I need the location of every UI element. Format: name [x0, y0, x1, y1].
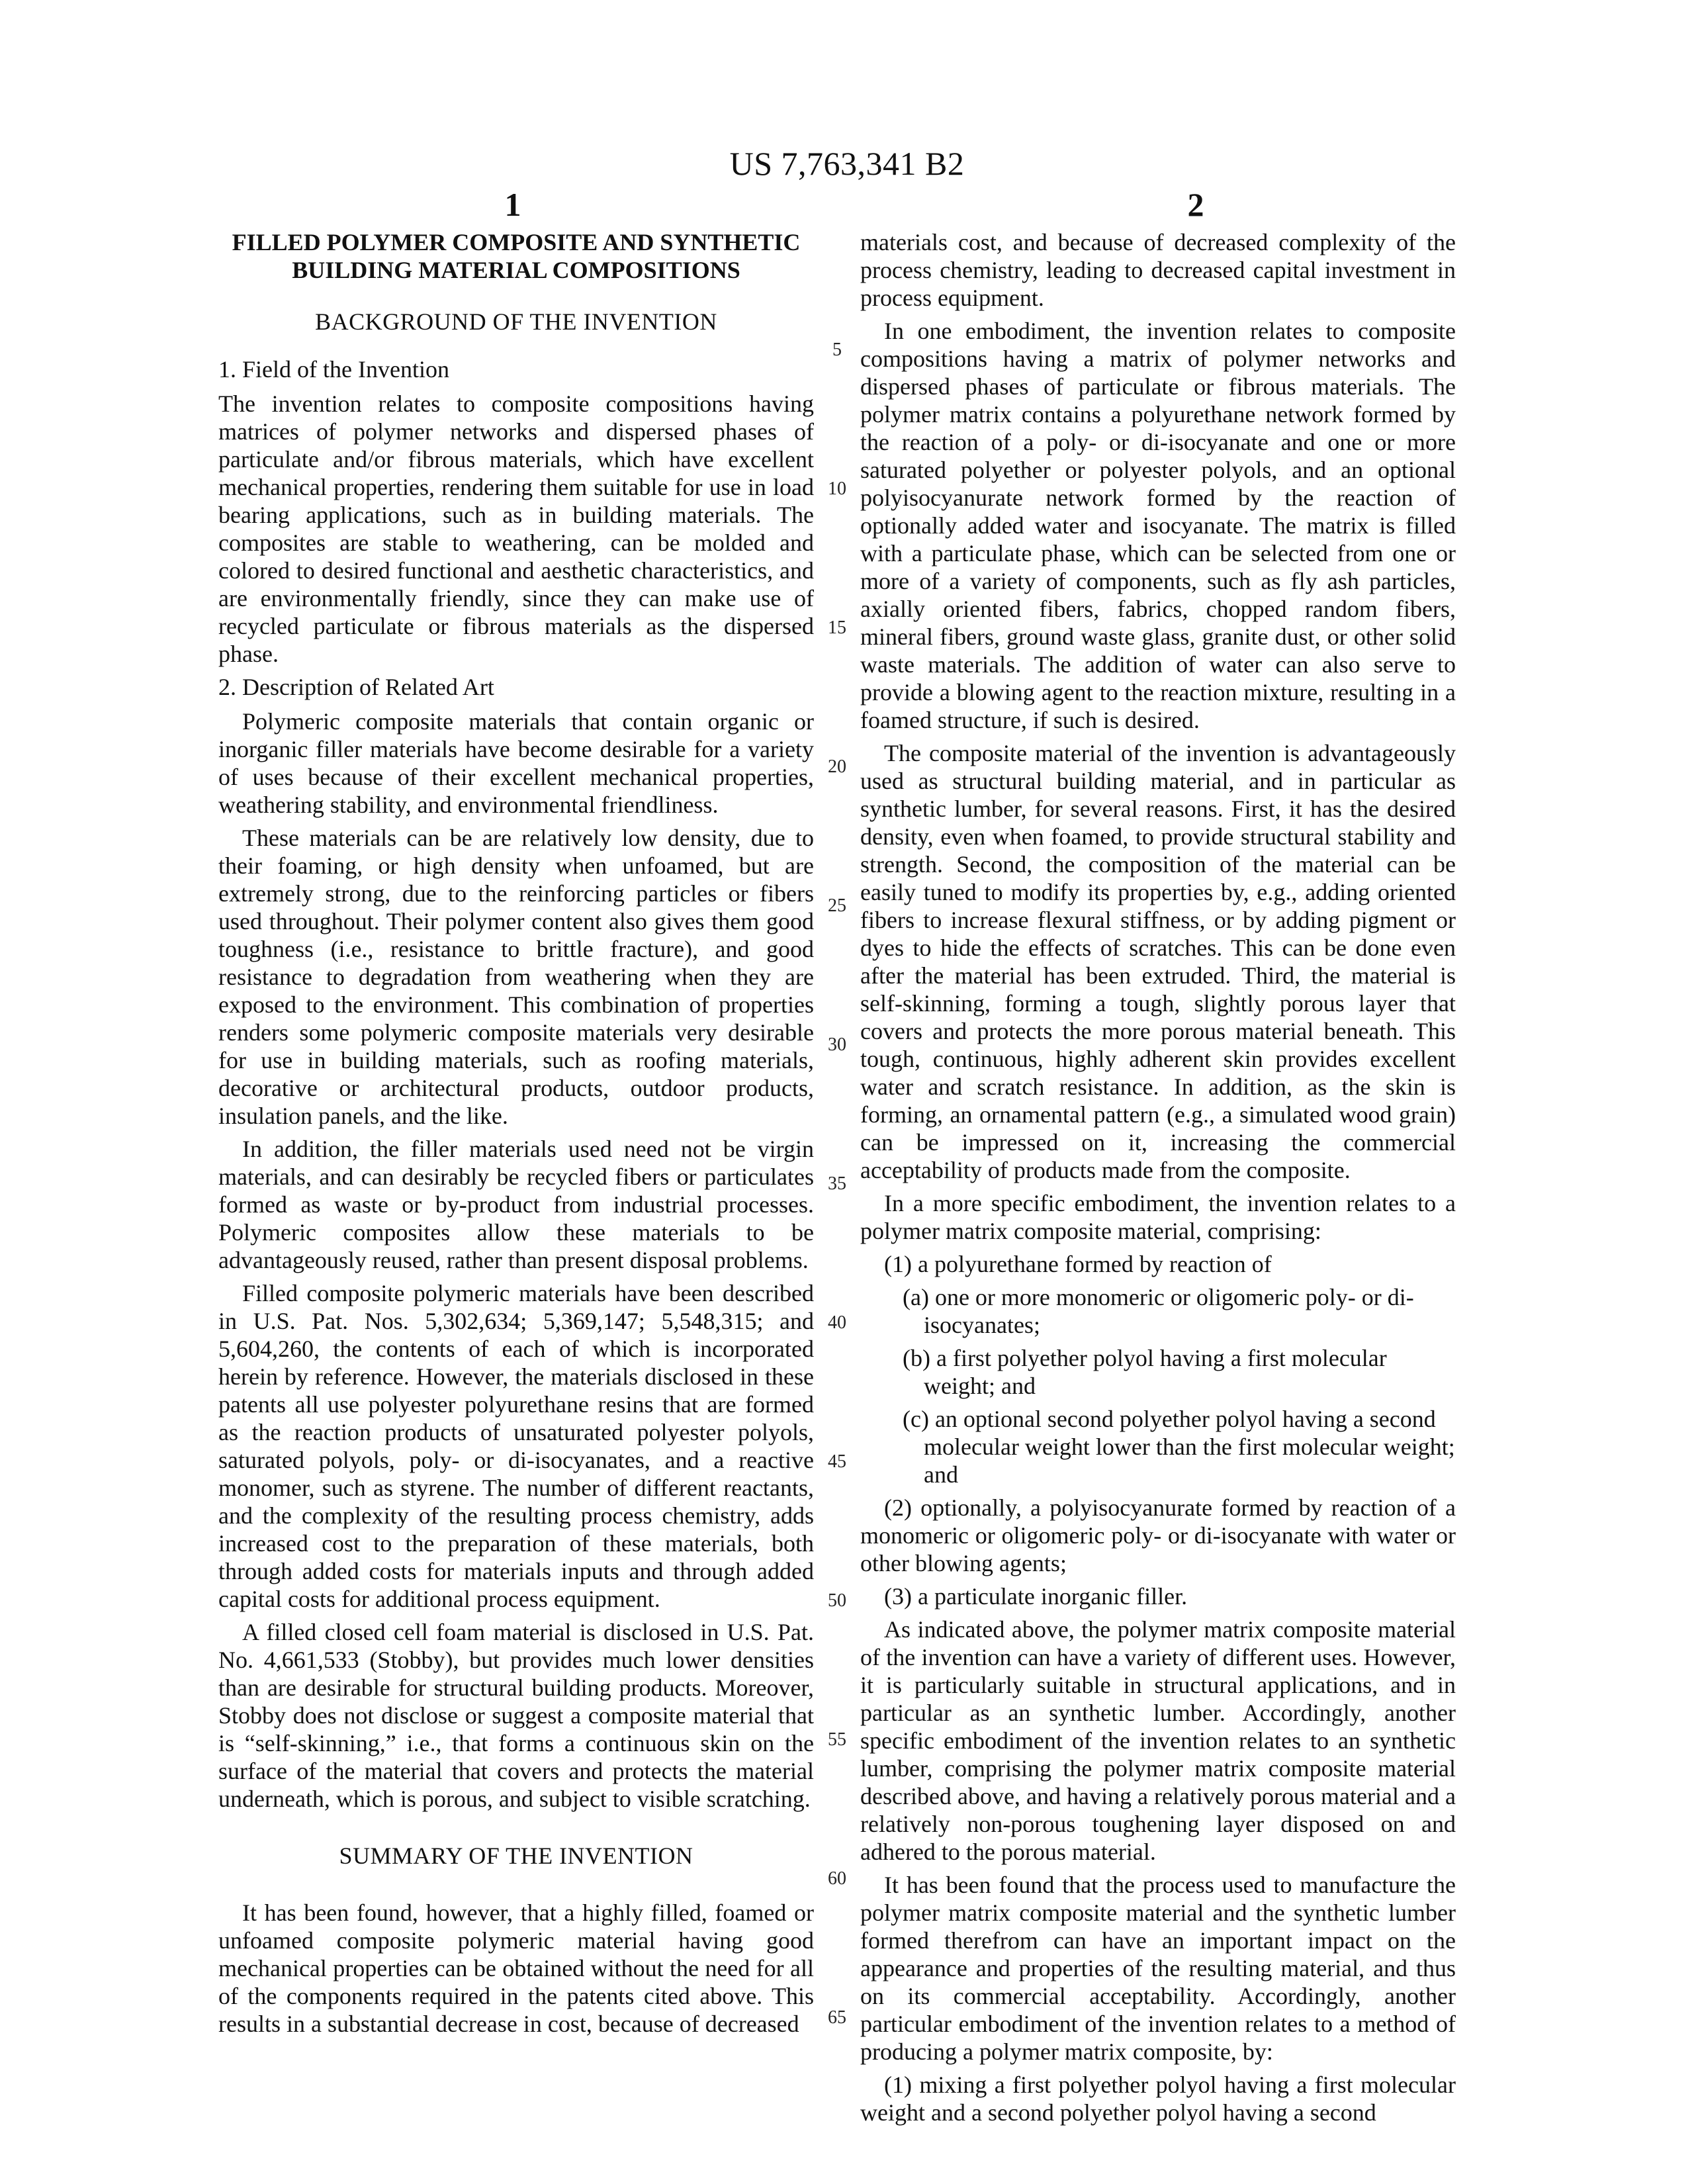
line-number: 25 — [824, 895, 850, 917]
patent-number: US 7,763,341 B2 — [0, 144, 1694, 183]
related-art-heading: 2. Description of Related Art — [218, 673, 814, 701]
paragraph: It has been found, however, that a highly filled, foamed or unfoamed composite polymeric material having good mechanical properties can be obtained without the need for all of the components required in the patents cited above. This results in a substantial decrease in cost, because of decreased — [218, 1899, 814, 2038]
claim-item: (3) a particulate inorganic filler. — [860, 1582, 1456, 1610]
document-title: FILLED POLYMER COMPOSITE AND SYNTHETIC BUILDING MATERIAL COMPOSITIONS — [218, 228, 814, 284]
claim-subitem: (b) a first polyether polyol having a first molecular weight; and — [860, 1344, 1456, 1400]
line-number: 20 — [824, 756, 850, 778]
paragraph: The composite material of the invention is advantageously used as structural building material, and in particular as synthetic lumber, for several reasons. First, it has the desired density, even when foamed, to provide structural stability and strength. Second, the composition of the material can be easily tuned to modify its properties by, e.g., adding oriented fibers to increase flexural stiffness, or by adding pigment or dyes to hide the effects of scratches. This can be done even after the material has been extruded. Third, the material is self-skinning, forming a tough, slightly porous layer that covers and protects the more porous material beneath. This tough, continuous, highly adherent skin provides excellent water and scratch resistance. In addition, as the skin is forming, an ornamental pattern (e.g., a simulated wood grain) can be impressed on it, increasing the commercial acceptability of products made from the composite. — [860, 739, 1456, 1184]
left-column — [218, 228, 814, 2043]
column-number-left: 1 — [486, 185, 539, 224]
right-column — [860, 228, 1456, 2132]
background-heading: BACKGROUND OF THE INVENTION — [218, 308, 814, 336]
line-number: 45 — [824, 1451, 850, 1473]
paragraph: These materials can be are relatively low density, due to their foaming, or high density when unfoamed, but are extremely strong, due to the reinforcing particles or fibers used throughout. Their polymer content also gives them good toughness (i.e., resistance to brittle fracture), and good resistance to degradation from weathering when they are exposed to the environment. This combination of properties renders some polymeric composite materials very desirable for use in building materials, such as roofing materials, decorative or architectural products, outdoor products, insulation panels, and the like. — [218, 824, 814, 1130]
column-number-right: 2 — [1169, 185, 1222, 224]
field-heading: 1. Field of the Invention — [218, 355, 814, 383]
paragraph: In a more specific embodiment, the invention relates to a polymer matrix composite material, comprising: — [860, 1189, 1456, 1245]
summary-heading: SUMMARY OF THE INVENTION — [218, 1842, 814, 1870]
claim-item: (2) optionally, a polyisocyanurate formed by reaction of a monomeric or oligomeric poly- or di-isocyanate with water or other blowing agents; — [860, 1494, 1456, 1577]
line-number: 5 — [824, 340, 850, 361]
line-number: 55 — [824, 1729, 850, 1751]
paragraph: The invention relates to composite compositions having matrices of polymer networks and dispersed phases of particulate and/or fibrous materials, which have excellent mechanical properties, rendering them suitable for use in load bearing applications, such as in building materials. The composites are stable to weathering, can be molded and colored to desired functional and aesthetic characteristics, and are environmentally friendly, since they can make use of recycled particulate or fibrous materials as the dispersed phase. — [218, 390, 814, 668]
paragraph: materials cost, and because of decreased complexity of the process chemistry, leading to decreased capital investment in process equipment. — [860, 228, 1456, 312]
paragraph: In one embodiment, the invention relates to composite compositions having a matrix of polymer networks and dispersed phases of particulate or fibrous materials. The polymer matrix contains a polyurethane network formed by the reaction of a poly- or di-isocyanate and one or more saturated polyether or polyester polyols, and an optional polyisocyanurate network formed by the reaction of optionally added water and isocyanate. The matrix is filled with a particulate phase, which can be selected from one or more of a variety of components, such as fly ash particles, axially oriented fibers, fabrics, chopped random fibers, mineral fibers, ground waste glass, granite dust, or other solid waste materials. The addition of water can also serve to provide a blowing agent to the reaction mixture, resulting in a foamed structure, if such is desired. — [860, 317, 1456, 734]
paragraph: (1) mixing a first polyether polyol having a first molecular weight and a second polyether polyol having a second — [860, 2071, 1456, 2126]
claim-item: (1) a polyurethane formed by reaction of — [860, 1250, 1456, 1278]
paragraph: It has been found that the process used to manufacture the polymer matrix composite material and the synthetic lumber formed therefrom can have an important impact on the appearance and properties of the resulting material, and thus on its commercial acceptability. Accordingly, another particular embodiment of the invention relates to a method of producing a polymer matrix composite, by: — [860, 1871, 1456, 2066]
claim-subitem: (c) an optional second polyether polyol having a second molecular weight lower than the first molecular weight; and — [860, 1405, 1456, 1488]
paragraph: Filled composite polymeric materials have been described in U.S. Pat. Nos. 5,302,634; 5,369,147; 5,548,315; and 5,604,260, the contents of each of which is incorporated herein by reference. However, the materials disclosed in these patents all use polyester polyurethane resins that are formed as the reaction products of unsaturated polyester polyols, saturated polyols, poly- or di-isocyanates, and a reactive monomer, such as styrene. The number of different reactants, and the complexity of the resulting process chemistry, adds increased cost to the preparation of these materials, both through added costs for materials inputs and through added capital costs for additional process equipment. — [218, 1279, 814, 1613]
paragraph: Polymeric composite materials that contain organic or inorganic filler materials have become desirable for a variety of uses because of their excellent mechanical properties, weathering stability, and environmental friendliness. — [218, 707, 814, 819]
claim-subitem: (a) one or more monomeric or oligomeric poly- or di-isocyanates; — [860, 1283, 1456, 1339]
line-number: 35 — [824, 1173, 850, 1195]
line-number: 40 — [824, 1312, 850, 1334]
line-number: 60 — [824, 1868, 850, 1889]
paragraph: As indicated above, the polymer matrix composite material of the invention can have a variety of different uses. However, it is particularly suitable in structural applications, and in particular as an synthetic lumber. Accordingly, another specific embodiment of the invention relates to an synthetic lumber, comprising the polymer matrix composite material described above, and having a relatively porous material and a relatively non-porous toughening layer disposed on and adhered to the porous material. — [860, 1615, 1456, 1866]
paragraph: In addition, the filler materials used need not be virgin materials, and can desirably be recycled fibers or particulates formed as waste or by-product from industrial processes. Polymeric composites allow these materials to be advantageously reused, rather than present disposal problems. — [218, 1135, 814, 1274]
line-number: 30 — [824, 1034, 850, 1056]
paragraph: A filled closed cell foam material is disclosed in U.S. Pat. No. 4,661,533 (Stobby), but provides much lower densities than are desirable for structural building products. Moreover, Stobby does not disclose or suggest a composite material that is “self-skinning,” i.e., that forms a continuous skin on the surface of the material that covers and protects the material underneath, which is porous, and subject to visible scratching. — [218, 1618, 814, 1813]
line-number: 15 — [824, 617, 850, 639]
line-number: 50 — [824, 1590, 850, 1612]
line-number: 65 — [824, 2007, 850, 2028]
line-number: 10 — [824, 478, 850, 500]
